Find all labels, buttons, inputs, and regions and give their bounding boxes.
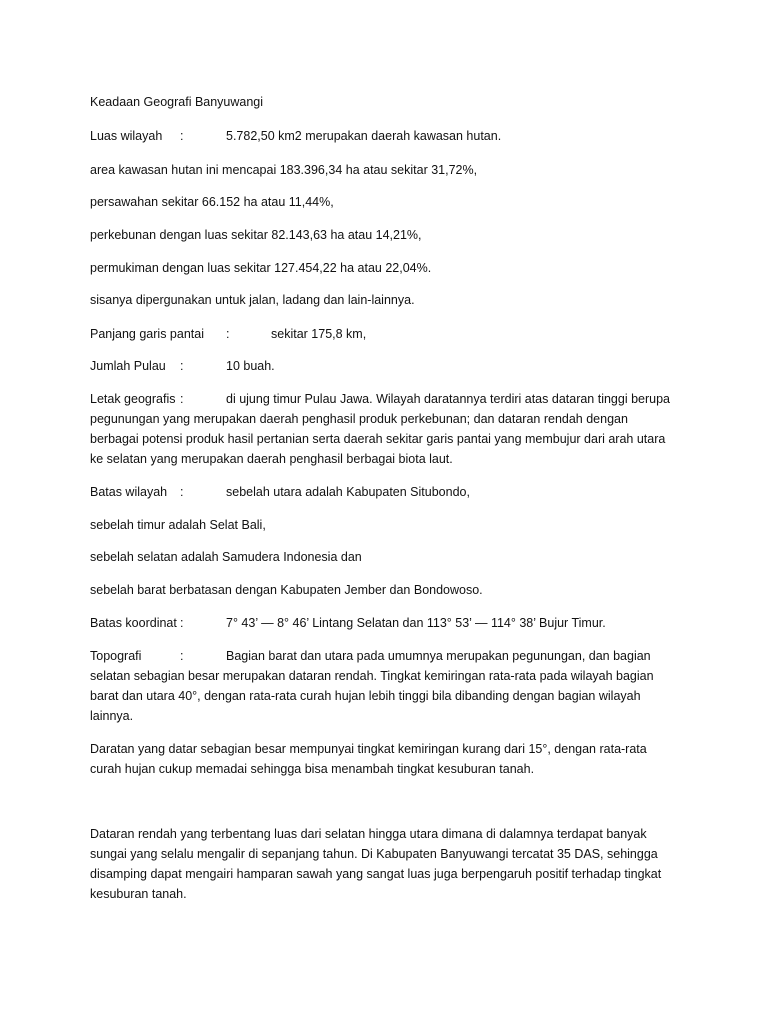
dataran-line-3: disamping dapat mengairi hamparan sawah yang sangat luas juga berpengaruh positif terhadap tingkat [90, 867, 662, 881]
mukim-line: permukiman dengan luas sekitar 127.454,22 ha atau 22,04%. [90, 261, 432, 275]
letak-line-3: berbagai potensi produk hasil pertanian serta daerah sekitar garis pantai yang membujur dari arah utara [90, 432, 666, 446]
pantai-row [90, 324, 690, 344]
sawah-line: persawahan sekitar 66.152 ha atau 11,44%, [90, 195, 334, 209]
pulau-label: Jumlah Pulau [90, 359, 166, 373]
batas-timur: sebelah timur adalah Selat Bali, [90, 518, 266, 532]
document-title: Keadaan Geografi Banyuwangi [90, 95, 264, 109]
hutan-line: area kawasan hutan ini mencapai 183.396,34 ha atau sekitar 31,72%, [90, 163, 478, 177]
batas-utara: sebelah utara adalah Kabupaten Situbondo, [226, 485, 470, 499]
daratan-line-1: Daratan yang datar sebagian besar mempunyai tingkat kemiringan kurang dari 15°, dengan rata-rata [90, 742, 647, 756]
dataran-rendah-paragraph [90, 824, 690, 904]
luas-label: Luas wilayah [90, 129, 163, 143]
luas-value: 5.782,50 km2 merupakan daerah kawasan hutan. [226, 129, 502, 143]
pantai-label: Panjang garis pantai [90, 327, 204, 341]
pantai-colon: : [226, 327, 230, 341]
topografi-line-4: lainnya. [90, 709, 134, 723]
letak-line-1 [90, 389, 690, 409]
letak-geografis-block [90, 389, 690, 469]
letak-colon: : [180, 392, 184, 406]
daratan-paragraph [90, 739, 690, 779]
luas-wilayah-row [90, 126, 690, 146]
batas-selatan: sebelah selatan adalah Samudera Indonesia dan [90, 550, 362, 564]
topografi-label: Topografi [90, 649, 142, 663]
dataran-line-2: sungai yang selalu mengalir di sepanjang tahun. Di Kabupaten Banyuwangi tercatat 35 DAS, sehingga [90, 847, 658, 861]
batas-label: Batas wilayah [90, 485, 168, 499]
batas-colon: : [180, 485, 184, 499]
daratan-line-2: curah hujan cukup memadai sehingga bisa menambah tingkat kesuburan tanah. [90, 762, 535, 776]
pantai-value: sekitar 175,8 km, [271, 327, 367, 341]
kebun-line: perkebunan dengan luas sekitar 82.143,63 ha atau 14,21%, [90, 228, 422, 242]
batas-barat: sebelah barat berbatasan dengan Kabupaten Jember dan Bondowoso. [90, 583, 483, 597]
dataran-line-4: kesuburan tanah. [90, 887, 187, 901]
pulau-value: 10 buah. [226, 359, 275, 373]
letak-line-4: ke selatan yang merupakan daerah penghasil berbagai biota laut. [90, 452, 453, 466]
batas-wilayah-row [90, 482, 690, 502]
pulau-row [90, 356, 690, 376]
topografi-line-2: selatan sebagian besar merupakan dataran rendah. Tingkat kemiringan rata-rata pada wilayah bagian [90, 669, 654, 683]
topografi-block [90, 646, 690, 726]
topografi-text-1: Bagian barat dan utara pada umumnya merupakan pegunungan, dan bagian [226, 649, 651, 663]
pulau-colon: : [180, 359, 184, 373]
koordinat-value: 7° 43’ — 8° 46’ Lintang Selatan dan 113° 53’ — 114° 38’ Bujur Timur. [226, 616, 606, 630]
topografi-colon: : [180, 649, 184, 663]
letak-label: Letak geografis [90, 392, 176, 406]
sisa-line: sisanya dipergunakan untuk jalan, ladang dan lain-lainnya. [90, 293, 415, 307]
koordinat-label: Batas koordinat [90, 616, 177, 630]
koordinat-row [90, 613, 690, 633]
koordinat-colon: : [180, 616, 184, 630]
dataran-line-1: Dataran rendah yang terbentang luas dari selatan hingga utara dimana di dalamnya terdapat banyak [90, 827, 647, 841]
topografi-line-1 [90, 646, 690, 666]
topografi-line-3: barat dan utara 40°, dengan rata-rata curah hujan lebih tinggi bila dibanding dengan bagian wilayah [90, 689, 641, 703]
letak-line-2: pegunungan yang merupakan daerah penghasil produk perkebunan; dan dataran rendah dengan [90, 412, 628, 426]
luas-colon: : [180, 129, 184, 143]
letak-text-1: di ujung timur Pulau Jawa. Wilayah daratannya terdiri atas dataran tinggi berupa [226, 392, 671, 406]
